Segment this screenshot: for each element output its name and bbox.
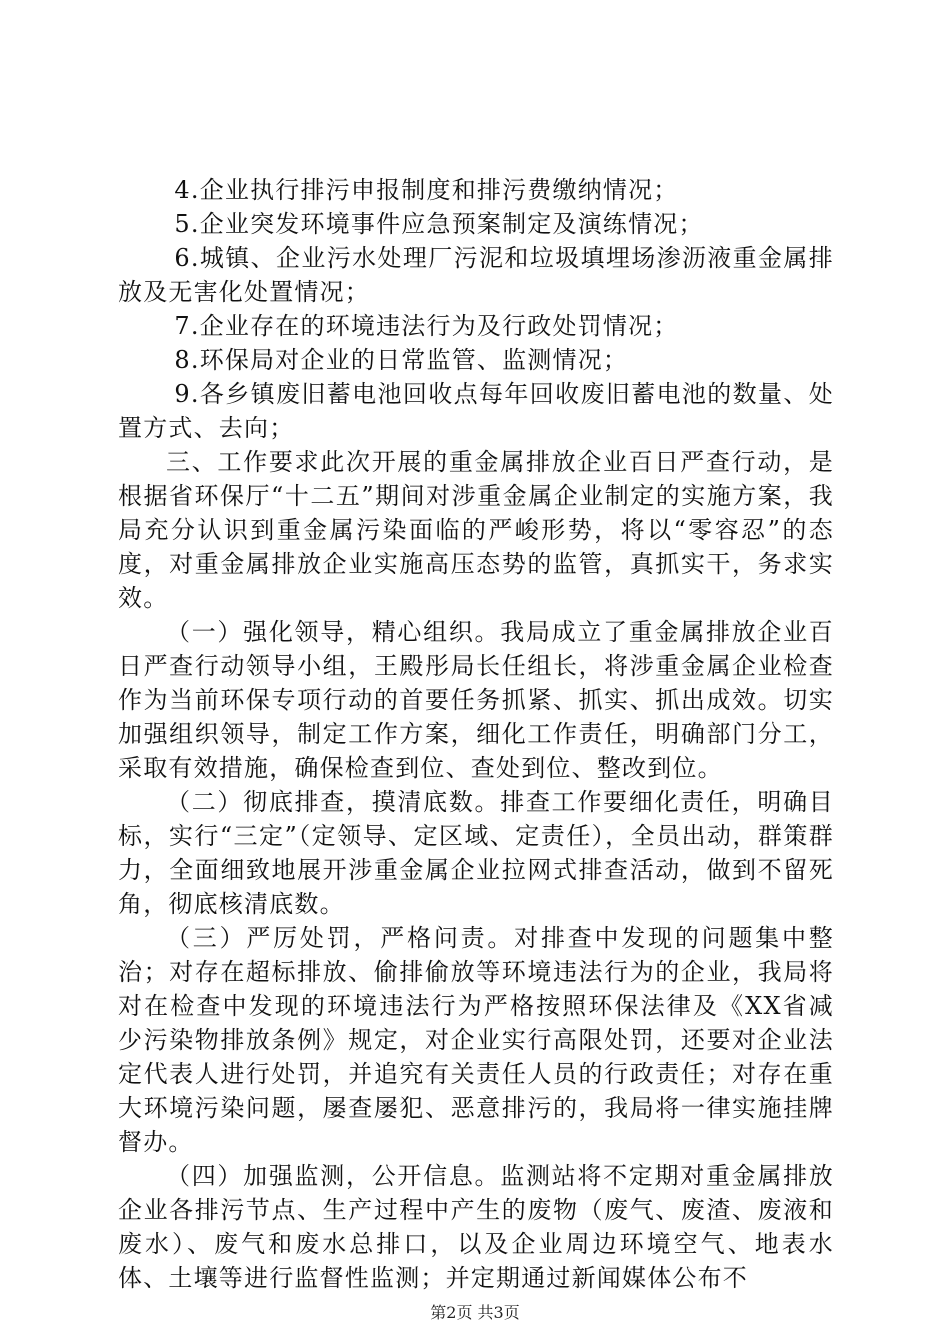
list-item: 5.企业突发环境事件应急预案制定及演练情况； — [174, 210, 704, 238]
document-body — [118, 173, 834, 1295]
section-heading-paragraph: 三、工作要求此次开展的重金属排放企业百日严查行动，是根据省环保厅“十二五”期间对涉重金属企业制定的实施方案，我局充分认识到重金属污染面临的严峻形势，将以“零容忍”的态度，对重金属排放企业实施高压态势的监管，真抓实干，务求实效。 — [118, 448, 834, 612]
body-paragraph: （一）强化领导，精心组织。我局成立了重金属排放企业百日严查行动领导小组，王殿彤局长任组长，将涉重金属企业检查作为当前环保专项行动的首要任务抓紧、抓实、抓出成效。切实加强组织领导，制定工作方案，细化工作责任，明确部门分工，采取有效措施，确保检查到位、查处到位、整改到位。 — [118, 618, 834, 782]
list-item: 6.城镇、企业污水处理厂污泥和垃圾填埋场渗沥液重金属排放及无害化处置情况； — [118, 244, 834, 306]
list-item: 7.企业存在的环境违法行为及行政处罚情况； — [174, 312, 679, 340]
list-item: 8.环保局对企业的日常监管、监测情况； — [174, 346, 629, 374]
list-item: 9.各乡镇废旧蓄电池回收点每年回收废旧蓄电池的数量、处置方式、去向； — [118, 380, 834, 442]
body-paragraph: （二）彻底排查，摸清底数。排查工作要细化责任，明确目标，实行“三定”（定领导、定区域、定责任），全员出动，群策群力，全面细致地展开涉重金属企业拉网式排查活动，做到不留死角，彻底核清底数。 — [118, 788, 834, 918]
list-item: 4.企业执行排污申报制度和排污费缴纳情况； — [174, 176, 679, 204]
page-number-footer: 第2页 共3页 — [430, 1303, 520, 1322]
body-paragraph: （四）加强监测，公开信息。监测站将不定期对重金属排放企业各排污节点、生产过程中产生的废物（废气、废渣、废液和废水）、废气和废水总排口，以及企业周边环境空气、地表水体、土壤等进行监督性监测；并定期通过新闻媒体公布不 — [118, 1162, 834, 1292]
body-paragraph: （三）严厉处罚，严格问责。对排查中发现的问题集中整治；对存在超标排放、偷排偷放等环境违法行为的企业，我局将对在检查中发现的环境违法行为严格按照环保法律及《XX省减少污染物排放条例》规定，对企业实行高限处罚，还要对企业法定代表人进行处罚，并追究有关责任人员的行政责任；对存在重大环境污染问题，屡查屡犯、恶意排污的，我局将一律实施挂牌督办。 — [118, 924, 834, 1156]
